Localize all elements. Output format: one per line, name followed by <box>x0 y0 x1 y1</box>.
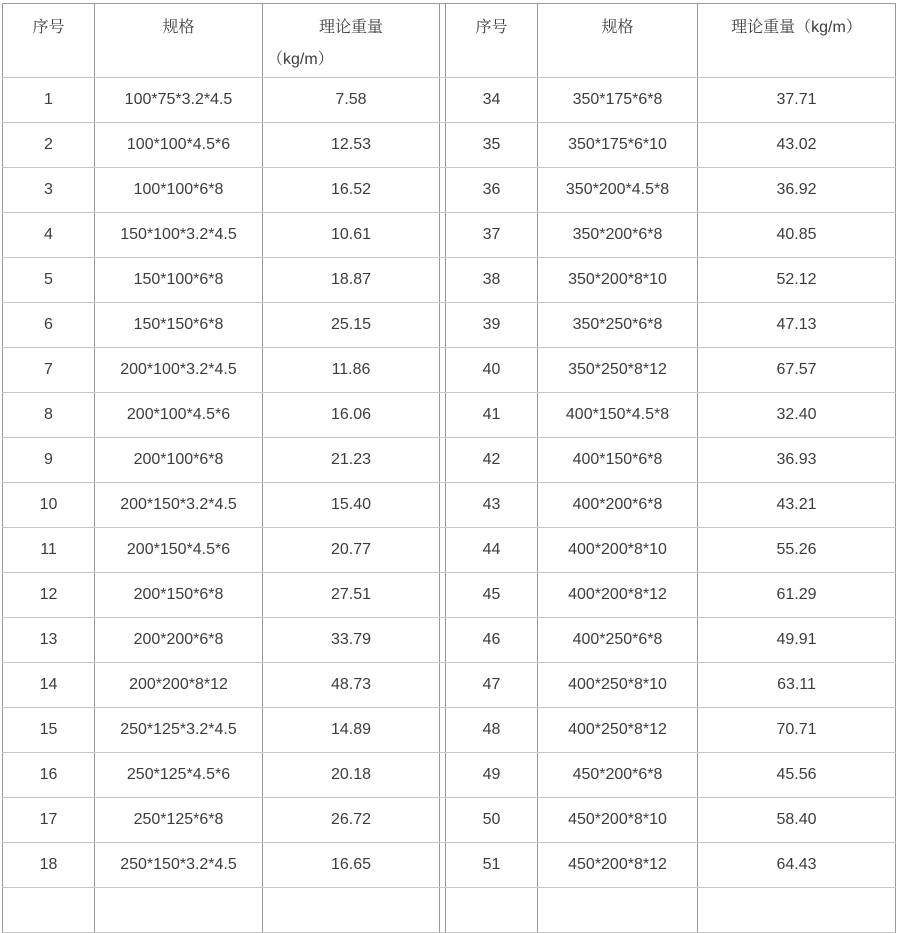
cell-spec: 350*200*4.5*8 <box>538 168 698 213</box>
cell-no: 34 <box>446 78 538 123</box>
cell-weight: 16.06 <box>263 393 440 438</box>
cell-spec: 400*150*6*8 <box>538 438 698 483</box>
cell-no: 3 <box>3 168 95 213</box>
cell-no: 36 <box>446 168 538 213</box>
cell-spec: 400*200*8*10 <box>538 528 698 573</box>
cell-weight: 25.15 <box>263 303 440 348</box>
cell-weight: 67.57 <box>698 348 896 393</box>
cell-weight: 27.51 <box>263 573 440 618</box>
header-right-spec: 规格 <box>538 4 698 78</box>
cell-spec: 200*200*6*8 <box>95 618 263 663</box>
cell-no: 2 <box>3 123 95 168</box>
table-row <box>3 303 896 348</box>
cell-no: 41 <box>446 393 538 438</box>
cell-spec: 200*150*6*8 <box>95 573 263 618</box>
cell-weight: 61.29 <box>698 573 896 618</box>
cell-weight: 47.13 <box>698 303 896 348</box>
cell-weight: 16.65 <box>263 843 440 888</box>
cell-no: 40 <box>446 348 538 393</box>
cell-weight: 55.26 <box>698 528 896 573</box>
cell-no: 45 <box>446 573 538 618</box>
cell-no: 14 <box>3 663 95 708</box>
cell-spec: 450*200*8*12 <box>538 843 698 888</box>
cell-no: 49 <box>446 753 538 798</box>
cell-weight: 63.11 <box>698 663 896 708</box>
table-row <box>3 663 896 708</box>
cell-spec <box>95 888 263 933</box>
cell-spec: 100*100*4.5*6 <box>95 123 263 168</box>
cell-no: 35 <box>446 123 538 168</box>
cell-no: 48 <box>446 708 538 753</box>
cell-spec: 200*150*4.5*6 <box>95 528 263 573</box>
cell-no: 42 <box>446 438 538 483</box>
cell-spec: 400*200*6*8 <box>538 483 698 528</box>
cell-no: 8 <box>3 393 95 438</box>
table-row <box>3 123 896 168</box>
cell-no: 5 <box>3 258 95 303</box>
cell-weight: 37.71 <box>698 78 896 123</box>
cell-weight: 10.61 <box>263 213 440 258</box>
cell-spec: 400*150*4.5*8 <box>538 393 698 438</box>
cell-no: 38 <box>446 258 538 303</box>
table-row <box>3 708 896 753</box>
cell-no: 18 <box>3 843 95 888</box>
cell-spec: 150*100*6*8 <box>95 258 263 303</box>
weight-table <box>2 3 896 933</box>
cell-weight: 40.85 <box>698 213 896 258</box>
cell-spec: 400*250*8*12 <box>538 708 698 753</box>
cell-weight: 20.18 <box>263 753 440 798</box>
cell-spec: 400*200*8*12 <box>538 573 698 618</box>
cell-no: 6 <box>3 303 95 348</box>
cell-weight: 43.02 <box>698 123 896 168</box>
cell-spec: 350*250*6*8 <box>538 303 698 348</box>
table-row <box>3 528 896 573</box>
table-row <box>3 618 896 663</box>
cell-spec: 400*250*6*8 <box>538 618 698 663</box>
cell-no: 4 <box>3 213 95 258</box>
table-row <box>3 258 896 303</box>
table-row <box>3 753 896 798</box>
cell-weight: 52.12 <box>698 258 896 303</box>
cell-spec: 350*200*8*10 <box>538 258 698 303</box>
cell-weight: 20.77 <box>263 528 440 573</box>
cell-spec: 200*100*6*8 <box>95 438 263 483</box>
cell-weight: 26.72 <box>263 798 440 843</box>
cell-weight: 36.93 <box>698 438 896 483</box>
cell-no: 11 <box>3 528 95 573</box>
header-left-no: 序号 <box>3 4 95 78</box>
cell-no: 17 <box>3 798 95 843</box>
cell-spec: 100*75*3.2*4.5 <box>95 78 263 123</box>
table-row <box>3 348 896 393</box>
cell-weight: 43.21 <box>698 483 896 528</box>
table-row <box>3 393 896 438</box>
header-right-weight: 理论重量（kg/m） <box>698 4 896 78</box>
cell-no: 9 <box>3 438 95 483</box>
cell-no: 37 <box>446 213 538 258</box>
cell-no: 1 <box>3 78 95 123</box>
cell-no <box>446 888 538 933</box>
table-row <box>3 213 896 258</box>
cell-spec <box>538 888 698 933</box>
cell-no: 51 <box>446 843 538 888</box>
cell-spec: 250*125*6*8 <box>95 798 263 843</box>
cell-spec: 350*250*8*12 <box>538 348 698 393</box>
cell-spec: 150*100*3.2*4.5 <box>95 213 263 258</box>
table-row <box>3 843 896 888</box>
cell-weight: 64.43 <box>698 843 896 888</box>
cell-no: 16 <box>3 753 95 798</box>
cell-no: 46 <box>446 618 538 663</box>
cell-spec: 450*200*6*8 <box>538 753 698 798</box>
cell-no: 15 <box>3 708 95 753</box>
cell-spec: 200*200*8*12 <box>95 663 263 708</box>
cell-spec: 450*200*8*10 <box>538 798 698 843</box>
cell-weight: 16.52 <box>263 168 440 213</box>
cell-spec: 100*100*6*8 <box>95 168 263 213</box>
cell-weight: 21.23 <box>263 438 440 483</box>
page <box>0 3 900 873</box>
cell-spec: 200*150*3.2*4.5 <box>95 483 263 528</box>
table-row <box>3 78 896 123</box>
cell-no: 39 <box>446 303 538 348</box>
cell-weight: 12.53 <box>263 123 440 168</box>
cell-weight <box>698 888 896 933</box>
cell-weight: 48.73 <box>263 663 440 708</box>
table-row <box>3 573 896 618</box>
cell-spec: 350*175*6*10 <box>538 123 698 168</box>
cell-weight: 32.40 <box>698 393 896 438</box>
cell-weight: 15.40 <box>263 483 440 528</box>
cell-no: 50 <box>446 798 538 843</box>
cell-spec: 250*125*4.5*6 <box>95 753 263 798</box>
table-row <box>3 483 896 528</box>
cell-spec: 350*175*6*8 <box>538 78 698 123</box>
cell-no: 47 <box>446 663 538 708</box>
header-left-weight-line2: （kg/m） <box>267 51 334 68</box>
table-row <box>3 438 896 483</box>
cell-no <box>3 888 95 933</box>
cell-weight: 33.79 <box>263 618 440 663</box>
cell-no: 13 <box>3 618 95 663</box>
header-row <box>3 4 896 78</box>
cell-spec: 200*100*3.2*4.5 <box>95 348 263 393</box>
table-row-partial <box>3 888 896 933</box>
cell-weight <box>263 888 440 933</box>
cell-weight: 49.91 <box>698 618 896 663</box>
cell-spec: 250*125*3.2*4.5 <box>95 708 263 753</box>
cell-no: 43 <box>446 483 538 528</box>
cell-weight: 18.87 <box>263 258 440 303</box>
cell-spec: 250*150*3.2*4.5 <box>95 843 263 888</box>
cell-weight: 58.40 <box>698 798 896 843</box>
table-row <box>3 798 896 843</box>
cell-spec: 150*150*6*8 <box>95 303 263 348</box>
cell-no: 12 <box>3 573 95 618</box>
header-left-weight-line1: 理论重量 <box>318 19 383 36</box>
header-left-spec: 规格 <box>95 4 263 78</box>
cell-weight: 11.86 <box>263 348 440 393</box>
cell-weight: 45.56 <box>698 753 896 798</box>
cell-no: 44 <box>446 528 538 573</box>
cell-weight: 7.58 <box>263 78 440 123</box>
cell-weight: 36.92 <box>698 168 896 213</box>
header-right-no: 序号 <box>446 4 538 78</box>
cell-spec: 350*200*6*8 <box>538 213 698 258</box>
table-row <box>3 168 896 213</box>
cell-spec: 200*100*4.5*6 <box>95 393 263 438</box>
cell-spec: 400*250*8*10 <box>538 663 698 708</box>
cell-weight: 70.71 <box>698 708 896 753</box>
cell-weight: 14.89 <box>263 708 440 753</box>
cell-no: 10 <box>3 483 95 528</box>
header-left-weight <box>263 4 440 78</box>
cell-no: 7 <box>3 348 95 393</box>
